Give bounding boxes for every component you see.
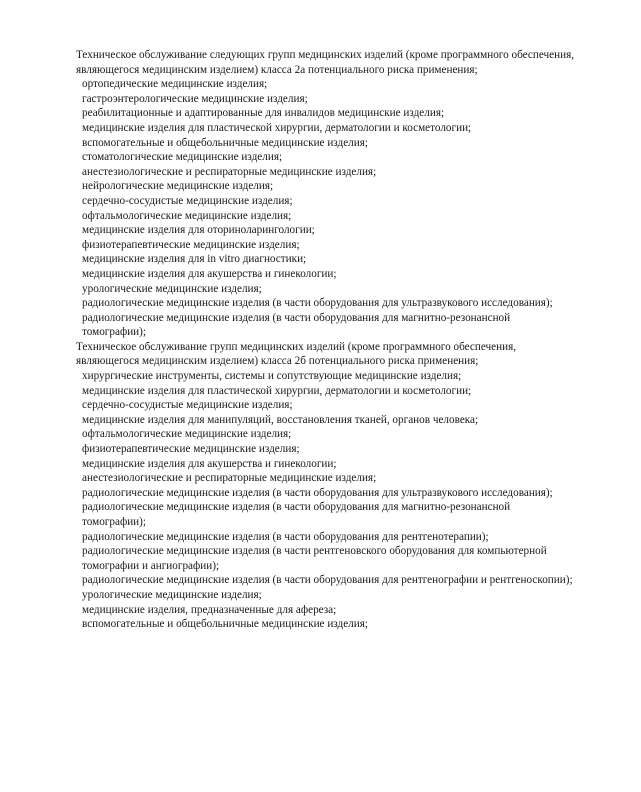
list-item: медицинские изделия для манипуляций, восстановления тканей, органов человека; <box>82 413 479 426</box>
list-item: радиологические медицинские изделия (в части рентгеновского оборудования для компьютерной томографии и ангиографии); <box>82 545 547 572</box>
section1-intro: Техническое обслуживание следующих групп медицинских изделий (кроме программного обеспечения, являющегося медицинским изделием) класса 2а потенциального риска применения; <box>76 49 575 76</box>
list-item: офтальмологические медицинские изделия; <box>82 428 292 441</box>
list-item: радиологические медицинские изделия (в части оборудования для рентгенографии и рентгеноскопии); <box>82 574 573 587</box>
list-item: медицинские изделия для in vitro диагностики; <box>82 253 307 266</box>
list-item: урологические медицинские изделия; <box>82 282 262 295</box>
list-item: ортопедические медицинские изделия; <box>82 78 268 91</box>
list-item: физиотерапевтические медицинские изделия; <box>82 443 300 456</box>
list-item: медицинские изделия для акушерства и гинекологии; <box>82 457 337 470</box>
list-item: медицинские изделия для акушерства и гинекологии; <box>82 267 337 280</box>
list-item: радиологические медицинские изделия (в части оборудования для ультразвукового исследования); <box>82 486 553 499</box>
section2-list <box>76 369 576 632</box>
list-item: анестезиологические и респираторные медицинские изделия; <box>82 165 377 178</box>
list-item: медицинские изделия для оториноларингологии; <box>82 224 315 237</box>
list-item: радиологические медицинские изделия (в части оборудования для ультразвукового исследования); <box>82 297 553 310</box>
section1-list <box>76 77 576 340</box>
list-item: вспомогательные и общебольничные медицинские изделия; <box>82 136 369 149</box>
list-item: хирургические инструменты, системы и сопутствующие медицинские изделия; <box>82 370 462 383</box>
list-item: физиотерапевтические медицинские изделия; <box>82 238 300 251</box>
list-item: вспомогательные и общебольничные медицинские изделия; <box>82 618 369 631</box>
list-item: сердечно-сосудистые медицинские изделия; <box>82 194 293 207</box>
list-item: сердечно-сосудистые медицинские изделия; <box>82 399 293 412</box>
list-item: урологические медицинские изделия; <box>82 588 262 601</box>
section2-intro: Техническое обслуживание групп медицинских изделий (кроме программного обеспечения, являющегося медицинским изделием) класса 2б потенциального риска применения; <box>76 340 517 368</box>
list-item: гастроэнтерологические медицинские изделия; <box>82 92 308 105</box>
document-page <box>76 48 576 632</box>
list-item: медицинские изделия, предназначенные для афереза; <box>82 603 337 616</box>
list-item: нейрологические медицинские изделия; <box>82 180 274 193</box>
list-item: радиологические медицинские изделия (в части оборудования для магнитно-резонансной томографии); <box>82 501 511 528</box>
list-item: стоматологические медицинские изделия; <box>82 151 283 164</box>
list-item: реабилитационные и адаптированные для инвалидов медицинские изделия; <box>82 107 445 120</box>
list-item: медицинские изделия для пластической хирургии, дерматологии и косметологии; <box>82 384 472 397</box>
list-item: анестезиологические и респираторные медицинские изделия; <box>82 472 377 485</box>
list-item: радиологические медицинские изделия (в части оборудования для магнитно-резонансной томографии); <box>82 311 511 339</box>
list-item: радиологические медицинские изделия (в части оборудования для рентгенотерапии); <box>82 530 489 543</box>
list-item: медицинские изделия для пластической хирургии, дерматологии и косметологии; <box>82 121 472 134</box>
list-item: офтальмологические медицинские изделия; <box>82 209 292 222</box>
